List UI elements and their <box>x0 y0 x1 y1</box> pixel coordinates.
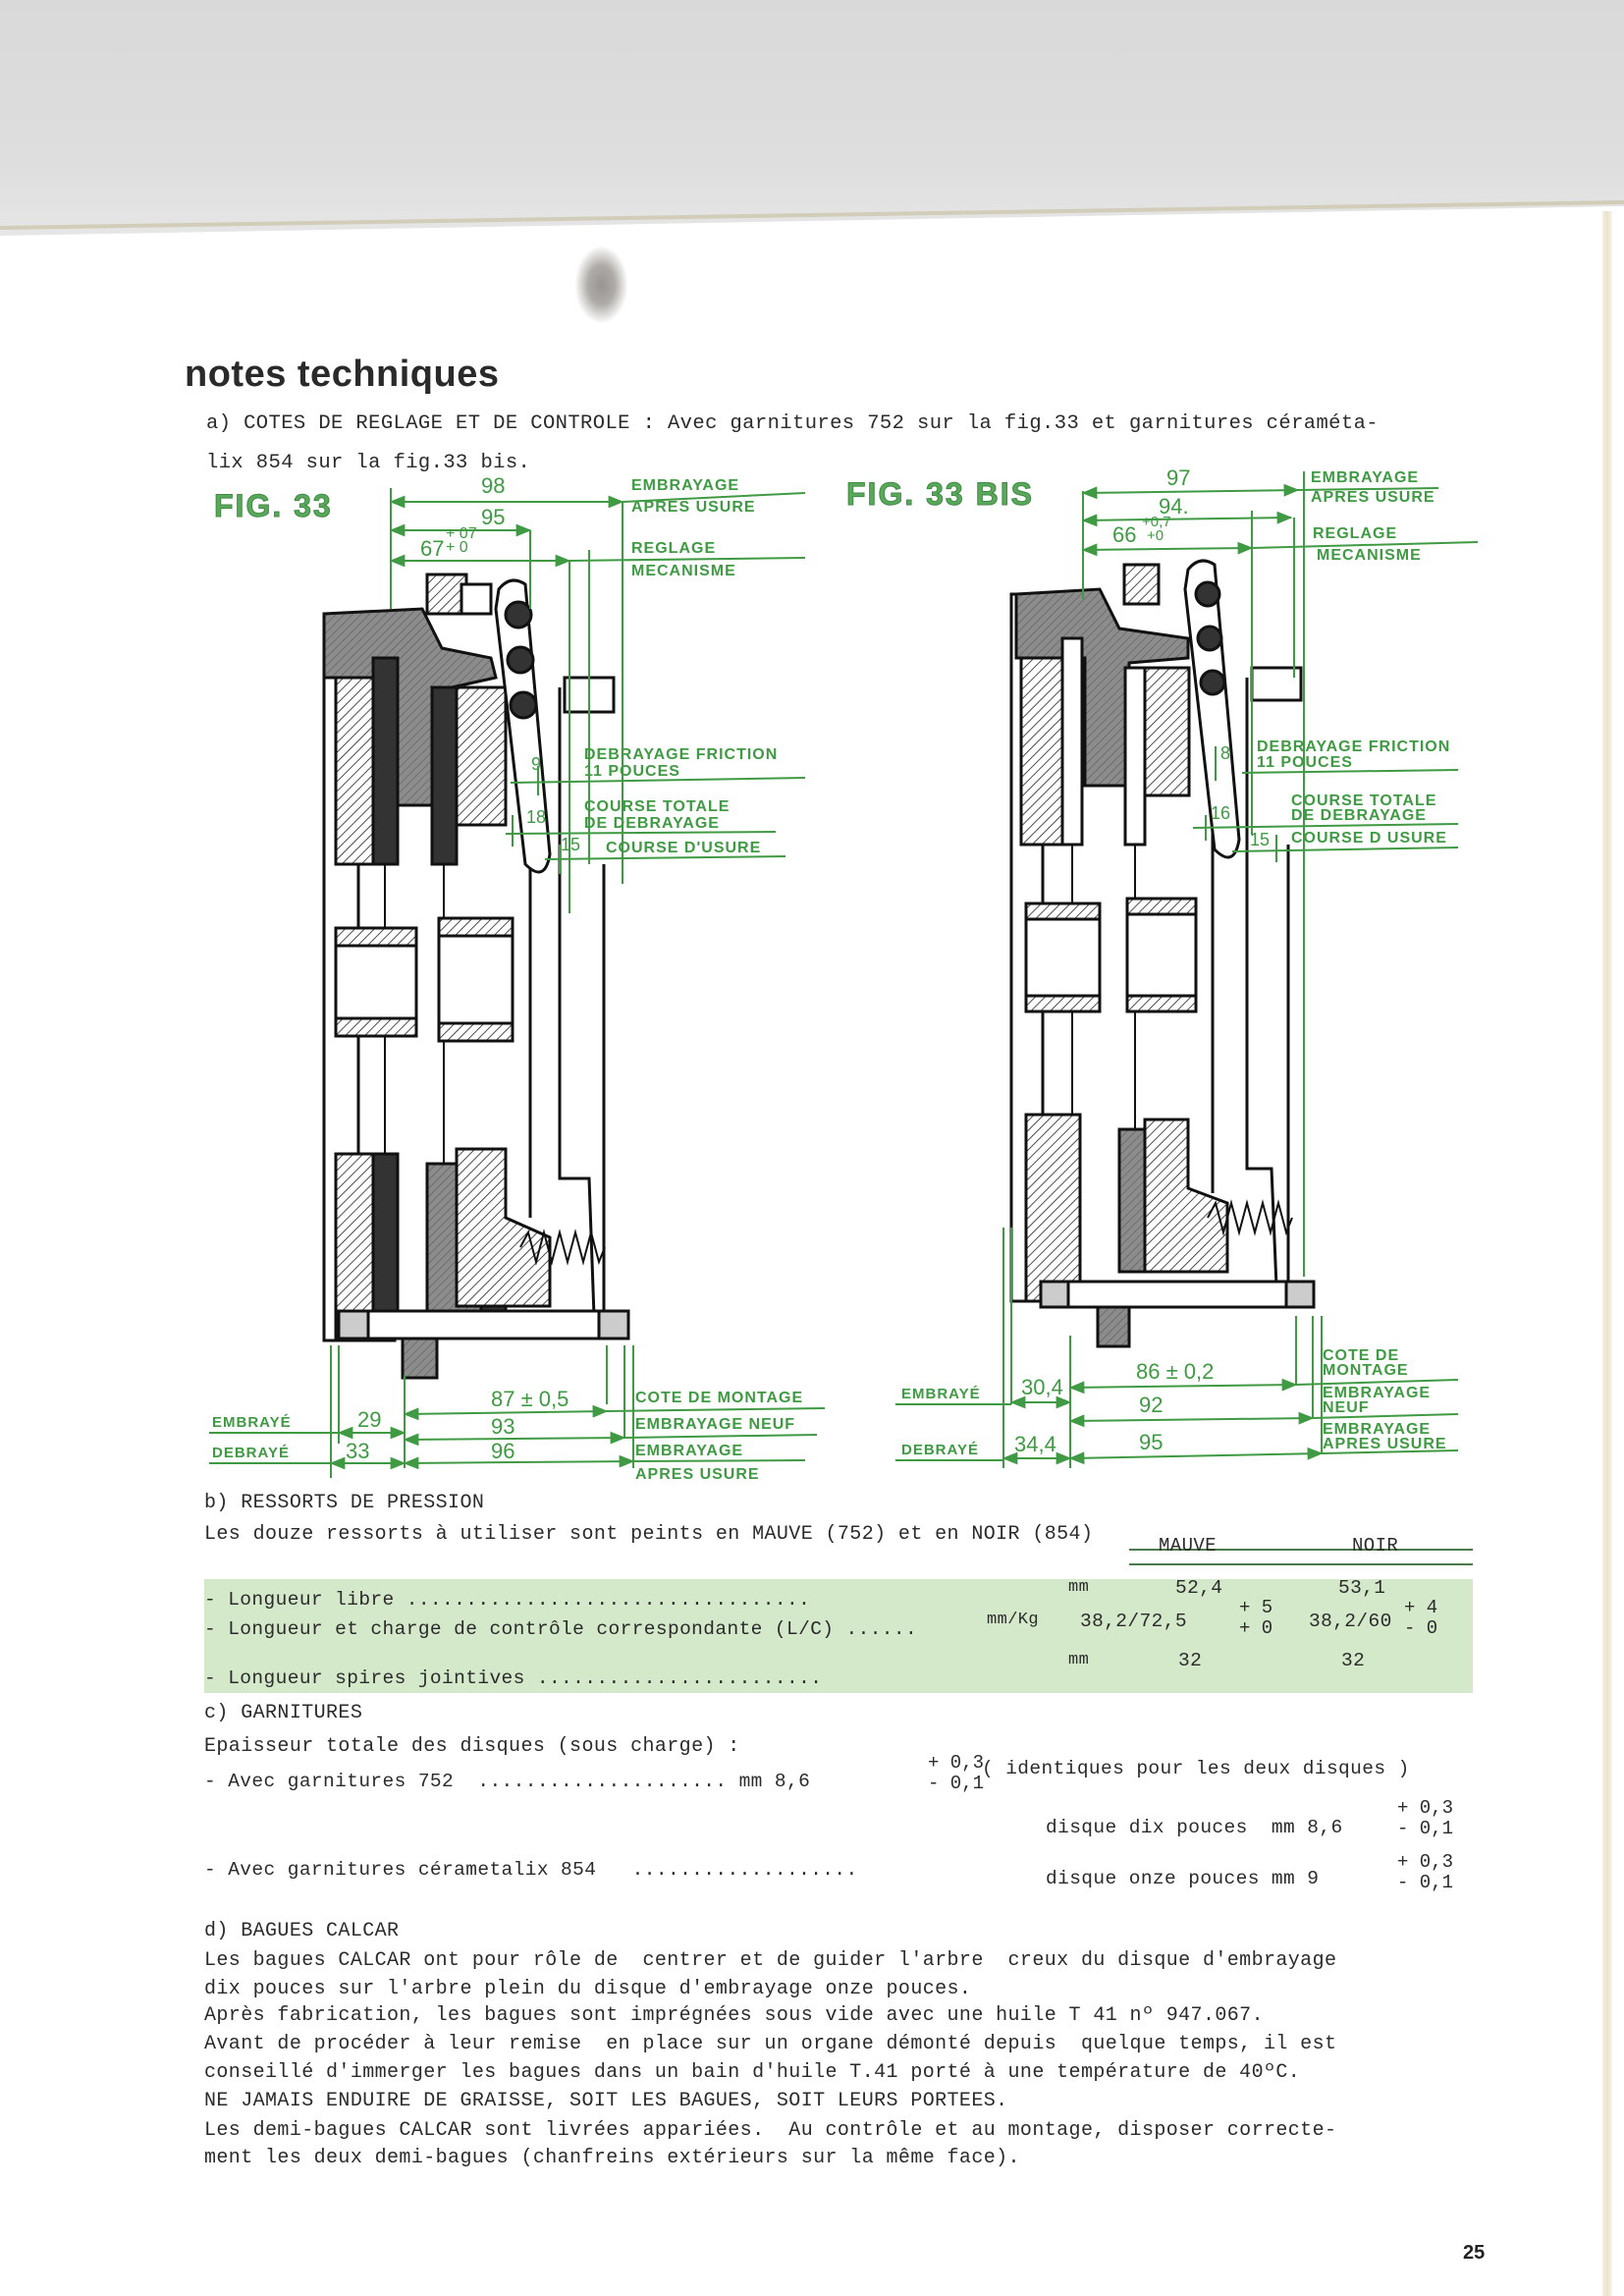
row-noir: 32 <box>1341 1650 1366 1671</box>
fig33bis-label-montage: MONTAGE <box>1323 1362 1409 1379</box>
section-a-line-2: lix 854 sur la fig.33 bis. <box>206 452 531 474</box>
fig33-label-embrayage-bottom: EMBRAYAGE <box>635 1443 744 1459</box>
fig33bis-label-course-usure: COURSE D USURE <box>1291 830 1447 847</box>
fig33-dim-neuf: 93 <box>491 1414 515 1439</box>
fig33bis-tol-66-minus: +0 <box>1147 527 1164 544</box>
fig33bis-dim-neuf: 92 <box>1139 1393 1164 1417</box>
fig33bis-label-11-pouces: 11 POUCES <box>1257 754 1353 771</box>
section-b-heading: b) RESSORTS DE PRESSION <box>204 1492 485 1514</box>
section-a-line-1: a) COTES DE REGLAGE ET DE CONTROLE : Avec garnitures 752 sur la fig.33 et garnitures céraméta- <box>206 412 1379 435</box>
garniture-752-line: - Avec garnitures 752 ..................... mm 8,6 <box>204 1771 811 1792</box>
fig33bis-dim-97: 97 <box>1166 465 1191 490</box>
fig33-label-debrayage-friction: DEBRAYAGE FRICTION <box>584 746 779 763</box>
row-mauve: 52,4 <box>1175 1577 1223 1599</box>
section-d-heading: d) BAGUES CALCAR <box>204 1920 400 1942</box>
row-mauve: 32 <box>1178 1650 1203 1671</box>
fig33bis-tol-66-plus: +0,7 <box>1142 514 1171 530</box>
tol-dix-minus: - 0,1 <box>1397 1818 1454 1839</box>
fig33bis-label-mecanisme: MECANISME <box>1317 547 1422 564</box>
fig33bis-label-embrayage: EMBRAYAGE <box>1311 469 1420 486</box>
garniture-752-note: ( identiques pour les deux disques ) <box>982 1758 1410 1779</box>
fig33-label-reglage: REGLAGE <box>631 540 717 557</box>
fig33bis-dim-8: 8 <box>1220 743 1231 763</box>
fig33-dim-embraye: 29 <box>357 1407 382 1432</box>
fig33-label-apres-usure-bottom: APRES USURE <box>635 1466 760 1483</box>
fig33-tol-67-minus: + 0 <box>446 539 468 556</box>
fig33-label-11-pouces: 11 POUCES <box>584 763 680 780</box>
row-noir-tol-minus: - 0 <box>1404 1617 1438 1639</box>
fig33bis-label-reglage: REGLAGE <box>1313 525 1398 542</box>
fig33-label-de-debrayage: DE DEBRAYAGE <box>584 815 720 832</box>
page-title: notes techniques <box>185 354 500 395</box>
fig33-label-course-totale: COURSE TOTALE <box>584 798 731 815</box>
fig33-label-apres-usure: APRES USURE <box>631 499 756 516</box>
row-noir: 38,2/60 <box>1309 1611 1392 1632</box>
tol-onze-minus: - 0,1 <box>1397 1872 1454 1893</box>
fig33bis-label-embrayage-neuf-1: EMBRAYAGE <box>1323 1385 1432 1401</box>
fig33bis-dim-94: 94. <box>1159 494 1189 519</box>
fig33-dim-18: 18 <box>526 807 547 827</box>
fig33bis-label-apres-usure-2: APRES USURE <box>1323 1436 1447 1452</box>
fig33bis-label-debraye: DEBRAYÉ <box>901 1442 979 1458</box>
row-unit: mm/Kg <box>987 1611 1040 1629</box>
row-unit: mm <box>1068 1578 1090 1597</box>
disque-dix-pouces: disque dix pouces mm 8,6 <box>1046 1817 1343 1838</box>
fig33bis-dim-15: 15 <box>1250 830 1271 849</box>
fig33-dim-9: 9 <box>531 754 542 774</box>
fig33bis-label-embrayage-neuf-2: NEUF <box>1323 1399 1370 1416</box>
fig33-dim-15: 15 <box>561 835 581 854</box>
column-noir: NOIR <box>1352 1535 1399 1557</box>
row-mauve-tol-plus: + 5 <box>1239 1597 1273 1618</box>
fig33-title: FIG. 33 <box>214 488 333 523</box>
section-d-line: NE JAMAIS ENDUIRE DE GRAISSE, SOIT LES BAGUES, SOIT LEURS PORTEES. <box>204 2090 1008 2112</box>
fig33-dim-67: 67 <box>420 536 445 561</box>
fig33bis-label-apres-usure-1: EMBRAYAGE <box>1323 1421 1432 1438</box>
garniture-854-line: - Avec garnitures cérametalix 854 ................... <box>204 1859 858 1881</box>
fig33-label-debraye: DEBRAYÉ <box>212 1445 290 1461</box>
row-label: - Longueur et charge de contrôle correspondante (L/C) ...... <box>204 1618 918 1640</box>
section-c-intro: Epaisseur totale des disques (sous charge) : <box>204 1735 740 1758</box>
section-d-line: Avant de procéder à leur remise en place sur un organe démonté depuis quelque temps, il est <box>204 2033 1337 2055</box>
fig33-dim-debraye: 33 <box>346 1439 370 1463</box>
column-mauve: MAUVE <box>1159 1535 1218 1557</box>
row-label: - Longueur libre .................................. <box>204 1589 811 1611</box>
fig33bis-label-embraye: EMBRAYÉ <box>901 1386 981 1402</box>
fig33-label-embraye: EMBRAYÉ <box>212 1414 292 1431</box>
fig33bis-dim-embraye: 30,4 <box>1021 1375 1063 1399</box>
fig33-label-embrayage-neuf: EMBRAYAGE NEUF <box>635 1416 796 1433</box>
section-d-line: Les demi-bagues CALCAR sont livrées appariées. Au contrôle et au montage, disposer correcte- <box>204 2119 1337 2142</box>
fig33bis-label-cote-de: COTE DE <box>1323 1347 1400 1364</box>
table-header-rule <box>1129 1563 1473 1565</box>
row-noir: 53,1 <box>1338 1577 1386 1599</box>
page-number: 25 <box>1463 2242 1486 2264</box>
section-d-line: Les bagues CALCAR ont pour rôle de centrer et de guider l'arbre creux du disque d'embrayage <box>204 1949 1337 1972</box>
fig33bis-label-apres-usure: APRES USURE <box>1311 489 1435 506</box>
fig33bis-title: FIG. 33 BIS <box>846 476 1034 512</box>
fig33-dim-apres-usure: 96 <box>491 1439 515 1463</box>
fig33-label-cote-montage: COTE DE MONTAGE <box>635 1390 804 1406</box>
fig33-dim-95: 95 <box>481 505 506 529</box>
row-noir-tol-plus: + 4 <box>1404 1597 1438 1618</box>
fig33-tol-67-plus: + 07 <box>446 525 477 542</box>
fig33bis-label-course-totale: COURSE TOTALE <box>1291 793 1437 809</box>
tol-752-plus: + 0,3 <box>928 1752 985 1774</box>
fig33-label-mecanisme: MECANISME <box>631 563 736 579</box>
fig33bis-label-de-debrayage: DE DEBRAYAGE <box>1291 807 1427 824</box>
fig33-dim-cote-montage: 87 ± 0,5 <box>491 1387 569 1411</box>
fig33bis-dim-cote-montage: 86 ± 0,2 <box>1136 1359 1215 1384</box>
fig33bis-dim-66: 66 <box>1112 522 1137 547</box>
fig33bis-dim-apres-usure: 95 <box>1139 1430 1164 1454</box>
fig33bis-label-debrayage-friction: DEBRAYAGE FRICTION <box>1257 738 1451 755</box>
row-mauve: 38,2/72,5 <box>1080 1611 1187 1632</box>
section-c-heading: c) GARNITURES <box>204 1702 363 1724</box>
fig33-drawing <box>324 574 628 1378</box>
section-d-line: conseillé d'immerger les bagues dans un bain d'huile T.41 porté à une température de 40ºC. <box>204 2061 1301 2084</box>
fig33-label-embrayage: EMBRAYAGE <box>631 477 740 494</box>
tol-752-minus: - 0,1 <box>928 1773 985 1794</box>
fig33bis-dim-16: 16 <box>1211 803 1231 823</box>
section-d-line: ment les deux demi-bagues (chanfreins extérieurs sur la même face). <box>204 2147 1020 2169</box>
tol-onze-plus: + 0,3 <box>1397 1851 1454 1873</box>
row-label: - Longueur spires jointives ........................ <box>204 1667 823 1689</box>
disque-onze-pouces: disque onze pouces mm 9 <box>1046 1868 1320 1889</box>
fig33-dim-98: 98 <box>481 473 506 498</box>
fig33bis-dim-debraye: 34,4 <box>1014 1432 1056 1456</box>
section-d-line: Après fabrication, les bagues sont imprégnées sous vide avec une huile T 41 nº 947.067. <box>204 2004 1264 2027</box>
row-mauve-tol-minus: + 0 <box>1239 1617 1273 1639</box>
fig33bis-drawing <box>1011 561 1314 1346</box>
tol-dix-plus: + 0,3 <box>1397 1797 1454 1819</box>
fig33-label-course-usure: COURSE D'USURE <box>606 840 762 856</box>
row-unit: mm <box>1068 1651 1090 1669</box>
section-b-intro: Les douze ressorts à utiliser sont peints en MAUVE (752) et en NOIR (854) <box>204 1523 1094 1546</box>
section-d-line: dix pouces sur l'arbre plein du disque d'embrayage onze pouces. <box>204 1978 972 2000</box>
